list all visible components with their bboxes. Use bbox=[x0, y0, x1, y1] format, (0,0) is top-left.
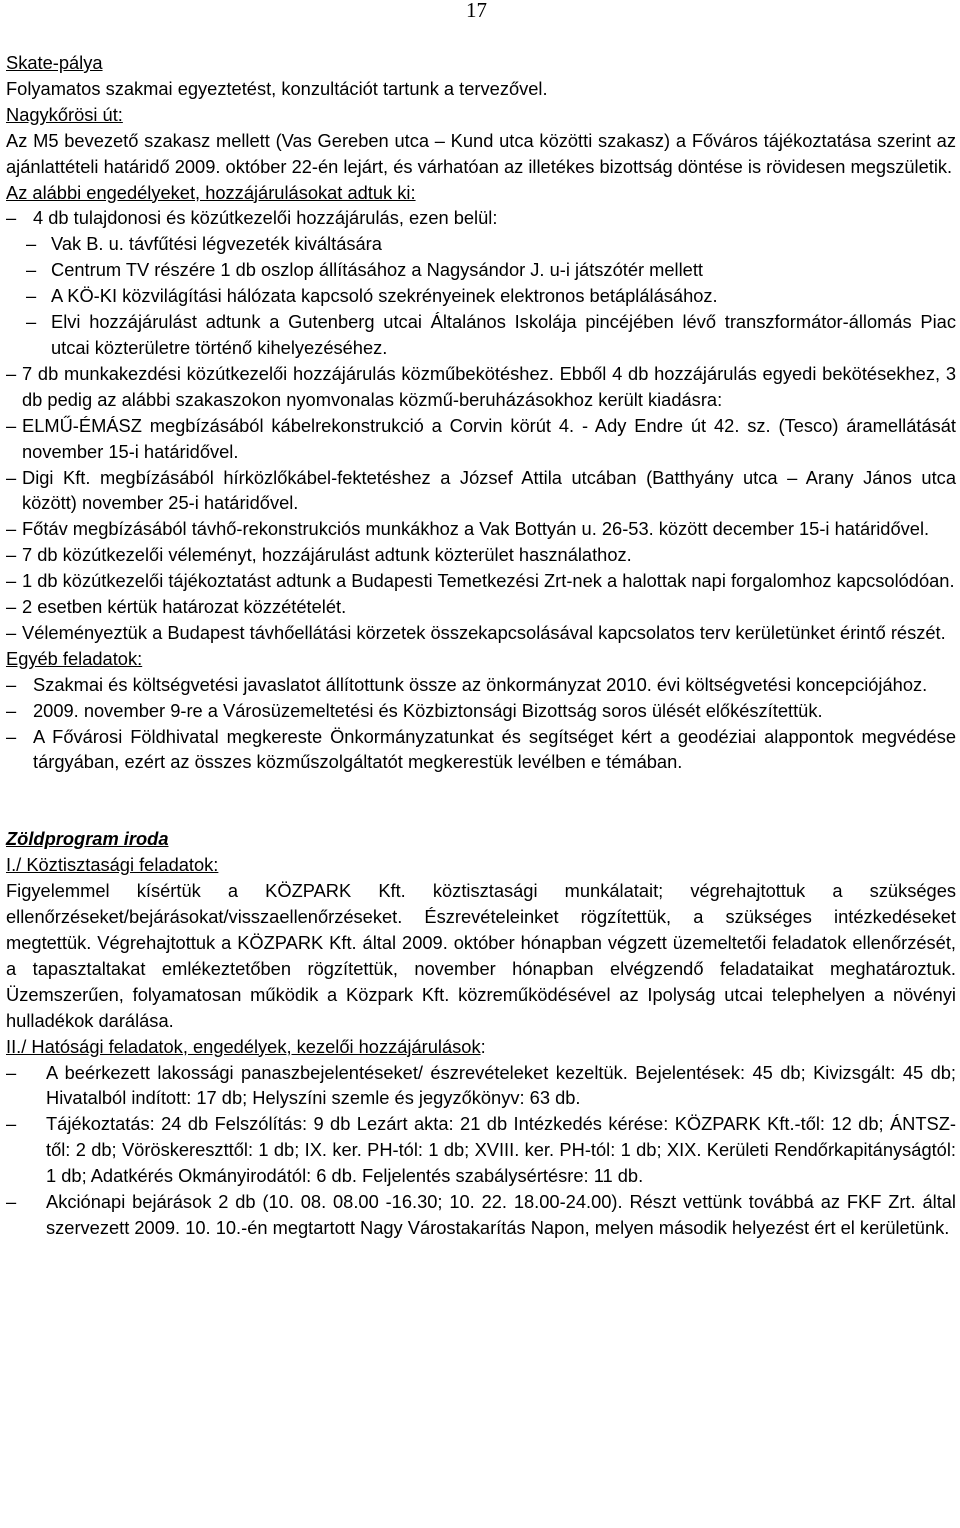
list-item: – Digi Kft. megbízásából hírközlőkábel-fektetéshez a József Attila utcában (Batthyány utca – Arany János utca között) november 25-i határidővel. bbox=[6, 466, 956, 514]
sub-list-item: – A KÖ-KI közvilágítási hálózata kapcsoló szekrényeinek elektronos betáplálásához. bbox=[6, 283, 956, 309]
dash-bullet: – bbox=[6, 1113, 17, 1135]
dash-bullet: – bbox=[26, 233, 37, 255]
list-item: – Tájékoztatás: 24 db Felszólítás: 9 db Lezárt akta: 21 db Intézkedés kérése: KÖZPARK Kft.-től: 12 db; ÁNTSZ-től: 2 db; Vöröskereszttől: 1 db; IX. ker. PH-tól: 1 db; XVIII. ker. PH-tól: 1 db; XIX. Kerületi Rendőrkapitányságtól: 1 db; Adatkérés Okmányirodától: 6 db. Feljelentés szabálysértésre: 11 db. bbox=[6, 1113, 956, 1187]
list-item: – 7 db munkakezdési közútkezelői hozzájárulás közműbekötéshez. Ebből 4 db hozzájárulás egyedi bekötésekhez, 3 db pedig az alábbi szakaszokon nyomvonalas közmű-beruházásokhoz került kiadásra: bbox=[6, 362, 956, 410]
dash-bullet: – bbox=[6, 518, 17, 540]
skate-title: Skate-pálya bbox=[6, 52, 103, 73]
sub-list-item: – Elvi hozzájárulást adtunk a Gutenberg utcai Általános Iskolája pincéjében lévő transzformátor-állomás Piac utcai közterületre történő kihelyezéséhez. bbox=[26, 311, 956, 358]
dash-bullet: – bbox=[6, 466, 17, 488]
list-item: – Szakmai és költségvetési javaslatot állítottunk össze az önkormányzat 2010. évi költségvetési koncepciójához. bbox=[6, 672, 956, 698]
nagykorosi-title: Nagykőrösi út: bbox=[6, 103, 123, 125]
dash-bullet: – bbox=[26, 285, 37, 307]
sub-list-item: – Vak B. u. távfűtési légvezeték kiváltására bbox=[6, 231, 956, 257]
green-office-title: Zöldprogram iroda bbox=[6, 828, 169, 850]
list-item: – Főtáv megbízásából távhő-rekonstrukciós munkákhoz a Vak Bottyán u. 26-53. között december 15-i határidővel. bbox=[6, 516, 956, 542]
authority-tasks-heading: II./ Hatósági feladatok, engedélyek, kezelői hozzájárulások: bbox=[6, 1035, 486, 1057]
permits-title: Az alábbi engedélyeket, hozzájárulásokat adtuk ki: bbox=[6, 181, 416, 203]
dash-bullet: – bbox=[6, 621, 17, 643]
document-body bbox=[6, 50, 956, 1241]
authority-tasks-title: II./ Hatósági feladatok, engedélyek, kezelői hozzájárulások bbox=[6, 1035, 481, 1057]
dash-bullet: – bbox=[6, 544, 17, 566]
list-item: – 2 esetben kértük határozat közzétételét. bbox=[6, 594, 956, 620]
dash-bullet: – bbox=[6, 1061, 17, 1083]
nagykorosi-paragraph: Az M5 bevezető szakasz mellett (Vas Gereben utca – Kund utca közötti szakasz) a Főváros tájékoztatása szerint az ajánlattételi határidő 2009. október 22-én lejárt, és várhatóan az illetékes bizottság döntése is rövidesen megszületik. bbox=[6, 129, 956, 177]
list-item: – 4 db tulajdonosi és közútkezelői hozzájárulás, ezen belül: bbox=[6, 205, 956, 231]
cleaning-tasks-paragraph: Figyelemmel kísértük a KÖZPARK Kft. köztisztasági munkálatait; végrehajtottuk a szükséges ellenőrzéseket/bejárásokat/visszaellenőrzéseket. Észrevételeinket rögzítettük, a szükséges intézkedéseket megtettük. Végrehajtottuk a KÖZPARK Kft. által 2009. október hónapban végzett üzemeltetői feladatok ellenőrzését, a tapasztaltakat emlékeztetőben rögzítettük, november hónapban elvégzendő feladataikat meghatároztuk. Üzemszerűen, folyamatosan működik a Közpark Kft. közreműködésével az Ipolyság utcai telephelyen a növényi hulladékok darálása. bbox=[6, 880, 956, 1031]
list-item: – A beérkezett lakossági panaszbejelentéseket/ észrevételeket kezeltük. Bejelentések: 45 db; Kivizsgált: 45 db; Hivatalból indított: 17 db; Helyszíni szemle és jegyzőkönyv: 63 db. bbox=[6, 1061, 956, 1109]
dash-bullet: – bbox=[6, 207, 17, 229]
dash-bullet: – bbox=[6, 570, 17, 592]
dash-bullet: – bbox=[26, 259, 37, 281]
list-item: – Akciónapi bejárások 2 db (10. 08. 08.00 -16.30; 10. 22. 18.00-24.00). Részt vettünk továbbá az FKF Zrt. által szervezett 2009. 10. 10.-én megtartott Nagy Várostakarítás Napon, melyen második helyezést ért el kerületünk. bbox=[6, 1191, 956, 1238]
list-item: – 1 db közútkezelői tájékoztatást adtunk a Budapesti Temetkezési Zrt-nek a halottak napi forgalomhoz kapcsolódóan. bbox=[6, 568, 956, 594]
list-item: – Véleményeztük a Budapest távhőellátási körzetek összekapcsolásával kapcsolatos terv kerületünket érintő részét. bbox=[6, 620, 956, 646]
section-gap bbox=[6, 775, 956, 826]
dash-bullet: – bbox=[6, 1191, 17, 1213]
list-item: – 7 db közútkezelői véleményt, hozzájárulást adtunk közterület használathoz. bbox=[6, 542, 956, 568]
dash-bullet: – bbox=[6, 596, 17, 618]
other-tasks-title: Egyéb feladatok: bbox=[6, 647, 143, 669]
page-number: 17 bbox=[466, 0, 487, 22]
dash-bullet: – bbox=[26, 311, 37, 333]
dash-bullet: – bbox=[6, 414, 17, 436]
dash-bullet: – bbox=[6, 725, 17, 747]
list-item: – ELMŰ-ÉMÁSZ megbízásából kábelrekonstrukció a Corvin körút 4. - Ady Endre út 42. sz. (Tesco) áramellátását november 15-i határidővel. bbox=[6, 414, 956, 462]
skate-paragraph: Folyamatos szakmai egyeztetést, konzultációt tartunk a tervezővel. bbox=[6, 77, 548, 99]
sub-list-item: – Centrum TV részére 1 db oszlop állításához a Nagysándor J. u-i játszótér mellett bbox=[6, 257, 956, 283]
list-item: – 2009. november 9-re a Városüzemeltetési és Közbiztonsági Bizottság soros ülését előkészítettük. bbox=[6, 698, 956, 724]
list-item: – A Fővárosi Földhivatal megkereste Önkormányzatunkat és segítséget kért a geodéziai alappontok megvédése tárgyában, ezért az összes közműszolgáltatót megkerestük levélben e témában. bbox=[6, 725, 956, 773]
dash-bullet: – bbox=[6, 699, 17, 721]
dash-bullet: – bbox=[6, 673, 17, 695]
dash-bullet: – bbox=[6, 362, 17, 384]
cleaning-tasks-title: I./ Köztisztasági feladatok: bbox=[6, 854, 219, 876]
